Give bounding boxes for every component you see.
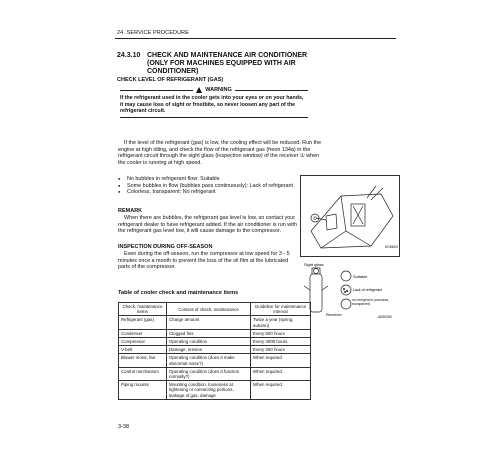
receiver-location-figure (300, 175, 400, 257)
table-cell: Every 500 hours (251, 329, 311, 337)
table-cell: When required (251, 354, 311, 367)
title-line-1: CHECK AND MAINTENANCE AIR CONDITIONER (147, 52, 308, 59)
offseason-paragraph: Even during the off-season, run the compressor at low speed for 3 - 5 minutes once a month to prevent the loss of the oil film at the lubricated parts of the compressor. (118, 251, 290, 271)
no-refrigerant-label: No refrigerant (colorless, transparent) (352, 299, 390, 306)
table-cell: Refrigerant (gas) (119, 316, 167, 329)
list-item: ● No bubbles in refrigerant flow: Suitable (118, 176, 296, 183)
list-item: ● Colorless, transparent: No refrigerant (118, 189, 296, 196)
table-cell: Condenser (119, 329, 167, 337)
table-cell: Control mechanism (119, 367, 167, 380)
table-cell: When required (251, 381, 311, 400)
warning-text: If the refrigerant used in the cooler gets into your eyes or on your hands, it may cause loss of sight or frostbite, so never loosen any part of the refrigerant circuit. (120, 95, 304, 115)
table-row (119, 338, 311, 346)
list-item: ● Some bubbles in flow (bubbles pass continuously): Lack of refrigerant (118, 183, 296, 190)
header-divider (115, 38, 396, 39)
warning-box (120, 87, 308, 118)
section-title (117, 52, 407, 76)
receiver-location-drawing (301, 176, 399, 256)
subsection-title: CHECK LEVEL OF REFRIGERANT (GAS) (117, 77, 224, 83)
warning-label: WARNING (205, 87, 232, 93)
column-header: Content of check, maintenance (167, 303, 251, 316)
warning-rule-right (235, 90, 308, 91)
flow-condition-list (118, 176, 296, 196)
table-row (119, 329, 311, 337)
table-header-row (119, 303, 311, 316)
figure2-code: AE5H283 (378, 315, 392, 319)
title-line-3: CONDITIONER) (147, 68, 199, 75)
table-cell: Mounting condition, looseness at tightening or connecting portions, leakage of gas, damage (167, 381, 251, 400)
table-cell: Compressor (119, 338, 167, 346)
maintenance-table-title: Table of cooler check and maintenance items (118, 290, 239, 296)
table-cell: Every 4000 hours (251, 338, 311, 346)
table-cell: Operating condition (does it function normally?) (167, 367, 251, 380)
title-line-2: (ONLY FOR MACHINES EQUIPPED WITH AIR (147, 60, 296, 67)
remark-heading: REMARK (118, 208, 143, 214)
table-row (119, 346, 311, 354)
table-cell: Clogged fins (167, 329, 251, 337)
section-number: 24.3.10 (117, 52, 141, 59)
table-cell: Operating condition (167, 338, 251, 346)
receiver-callout: ① (312, 216, 318, 222)
column-header: Guideline for maintenance interval (251, 303, 311, 316)
table-cell: Charge amount (167, 316, 251, 329)
section-header: 24. SERVICE PROCEDURE (117, 30, 189, 36)
column-header: Check, maintenance items (119, 303, 167, 316)
receiver-label: Receiver (326, 312, 342, 317)
table-cell: Operating condition (does it make abnormal noise?) (167, 354, 251, 367)
sight-glass-figure (300, 260, 405, 320)
offseason-heading: INSPECTION DURING OFF-SEASON (118, 244, 213, 250)
intro-paragraph: If the level of the refrigerant (gas) is low, the cooling effect will be reduced. Run the engine at high idling, and check the flow of the refrigerant gas (freon 134a) in the refrigerant circuit through the sight glass (inspection window) of the receiver ① when the cooler is running at high speed. (118, 140, 322, 166)
maintenance-table (118, 302, 311, 400)
warning-icon (196, 87, 202, 93)
table-cell: Damage, tension (167, 346, 251, 354)
page-number: 3-38 (118, 424, 130, 430)
table-cell: Twice a year (spring, autumn) (251, 316, 311, 329)
lack-label: Lack of refrigerant (353, 288, 382, 292)
figure1-code: KD5603 (385, 245, 398, 249)
warning-header (120, 87, 308, 93)
table-row (119, 381, 311, 400)
suitable-label: Suitable (353, 274, 368, 279)
sight-glass-label: Sight glass (304, 262, 324, 267)
table-cell: Every 250 hours (251, 346, 311, 354)
warning-rule-left (120, 90, 193, 91)
table-row (119, 354, 311, 367)
warning-bottom-rule (120, 117, 308, 118)
table-row (119, 316, 311, 329)
remark-paragraph: When there are bubbles, the refrigerant gas level is low, so contact your refrigerant dealer to have refrigerant added. If the air conditioner is run with the refrigerant gas level low, it will cause damage to the compressor. (118, 215, 297, 235)
table-cell: V-belt (119, 346, 167, 354)
table-cell: Blower motor, fan (119, 354, 167, 367)
table-cell: Piping mounts (119, 381, 167, 400)
table-row (119, 367, 311, 380)
sight-glass-drawing (300, 260, 405, 320)
table-cell: When required (251, 367, 311, 380)
